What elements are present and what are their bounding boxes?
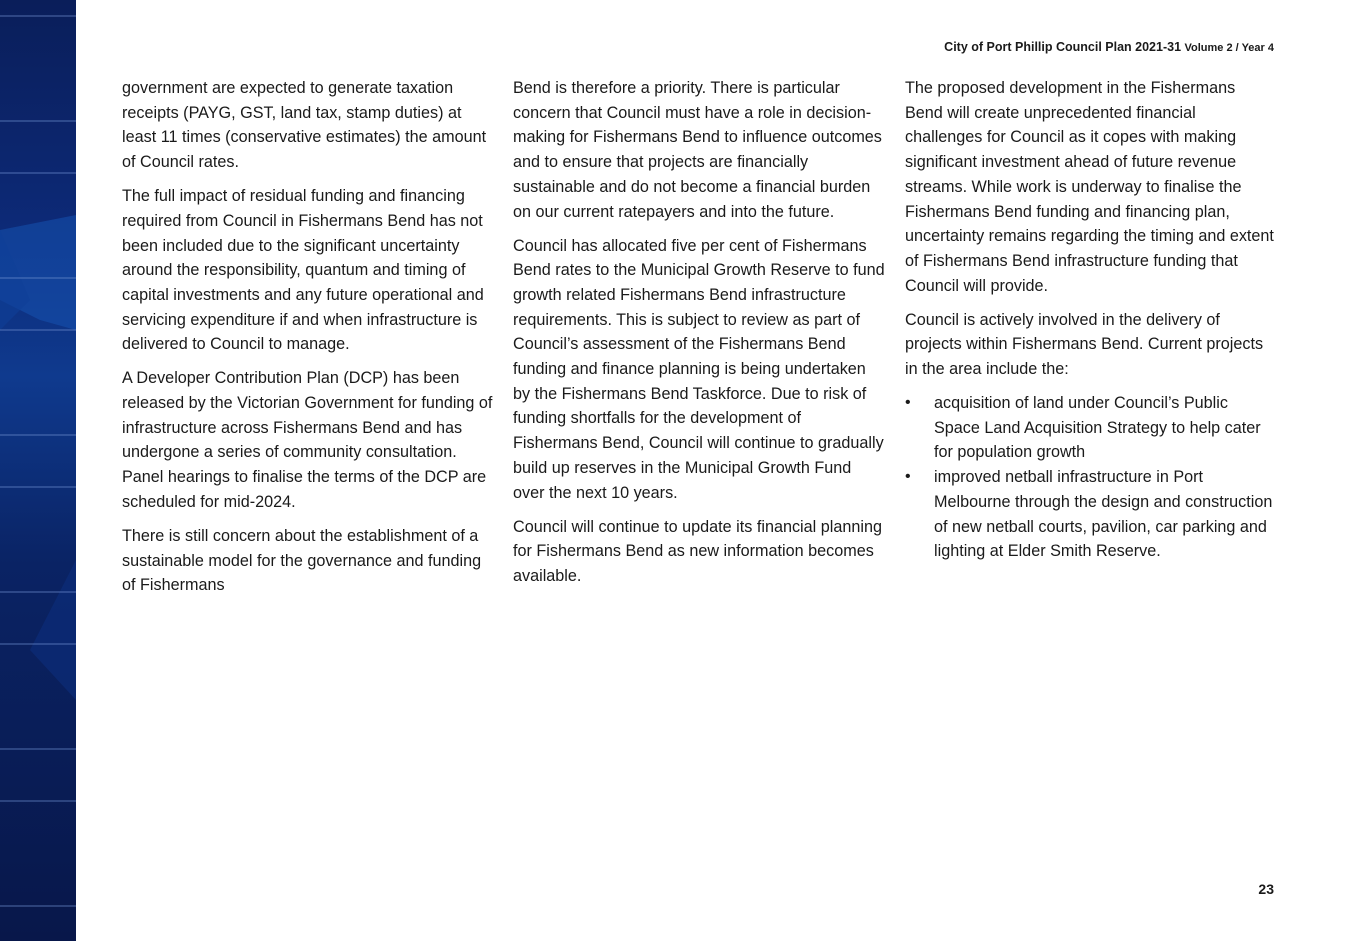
paragraph: government are expected to generate taxation receipts (PAYG, GST, land tax, stamp duties) at least 11 times (conservative estimates) the amount of Council rates. [122,79,487,172]
paragraph: Bend is therefore a priority. There is particular concern that Council must have a role in decision-making for Fishermans Bend to influence outcomes and to ensure that projects are financially sustainable and do not become a financial burden on our current ratepayers and into the future. [513,79,882,221]
page-header [944,40,1274,54]
list-item-text: improved netball infrastructure in Port Melbourne through the design and construction of new netball courts, pavilion, car parking and lighting at Elder Smith Reserve. [934,468,1273,561]
list-item [905,391,1277,465]
document-title: City of Port Phillip Council Plan 2021-31 [944,40,1182,54]
paragraph: The full impact of residual funding and financing required from Council in Fishermans Bend has not been included due to the significant uncertainty around the responsibility, quantum and timing of capital investments and any future operational and servicing expenditure if and when infrastructure is delivered to Council to manage. [122,187,484,354]
bullet-icon: • [905,394,911,412]
project-list [905,391,1277,564]
volume-label: Volume 2 / Year 4 [1184,42,1274,54]
paragraph: A Developer Contribution Plan (DCP) has been released by the Victorian Government for funding of infrastructure across Fishermans Bend and has undergone a series of community consultation. Panel hearings to finalise the terms of the DCP are scheduled for mid-2024. [122,369,493,511]
text-column-2 [513,76,885,598]
text-column-3 [905,76,1277,564]
decorative-sidebar [0,0,76,941]
text-column-1 [122,76,494,607]
sidebar-pattern [0,0,76,941]
paragraph: Council is actively involved in the delivery of projects within Fishermans Bend. Current projects in the area include the: [905,310,1264,379]
paragraph: The proposed development in the Fishermans Bend will create unprecedented financial challenges for Council as it copes with making significant investment ahead of future revenue streams. While work is underway to finalise the Fishermans Bend funding and financing plan, uncertainty remains regarding the timing and extent of Fishermans Bend infrastructure funding that Council will provide. [905,79,1274,295]
page-number: 23 [1258,881,1274,897]
bullet-icon: • [905,468,911,486]
paragraph: There is still concern about the establishment of a sustainable model for the governance and funding of Fishermans [122,526,482,595]
paragraph: Council will continue to update its financial planning for Fishermans Bend as new information becomes available. [513,517,882,585]
paragraph: Council has allocated five per cent of Fishermans Bend rates to the Municipal Growth Reserve to fund growth related Fishermans Bend infrastructure requirements. This is subject to review as part of Council’s assessment of the Fishermans Bend funding and finance planning is being undertaken by the Fishermans Bend Taskforce. Due to risk of funding shortfalls for the development of Fishermans Bend, Council will continue to gradually build up reserves in the Municipal Growth Fund over the next 10 years. [513,236,885,502]
list-item-text: acquisition of land under Council’s Public Space Land Acquisition Strategy to help cater for population growth [934,394,1261,462]
list-item [905,465,1277,564]
